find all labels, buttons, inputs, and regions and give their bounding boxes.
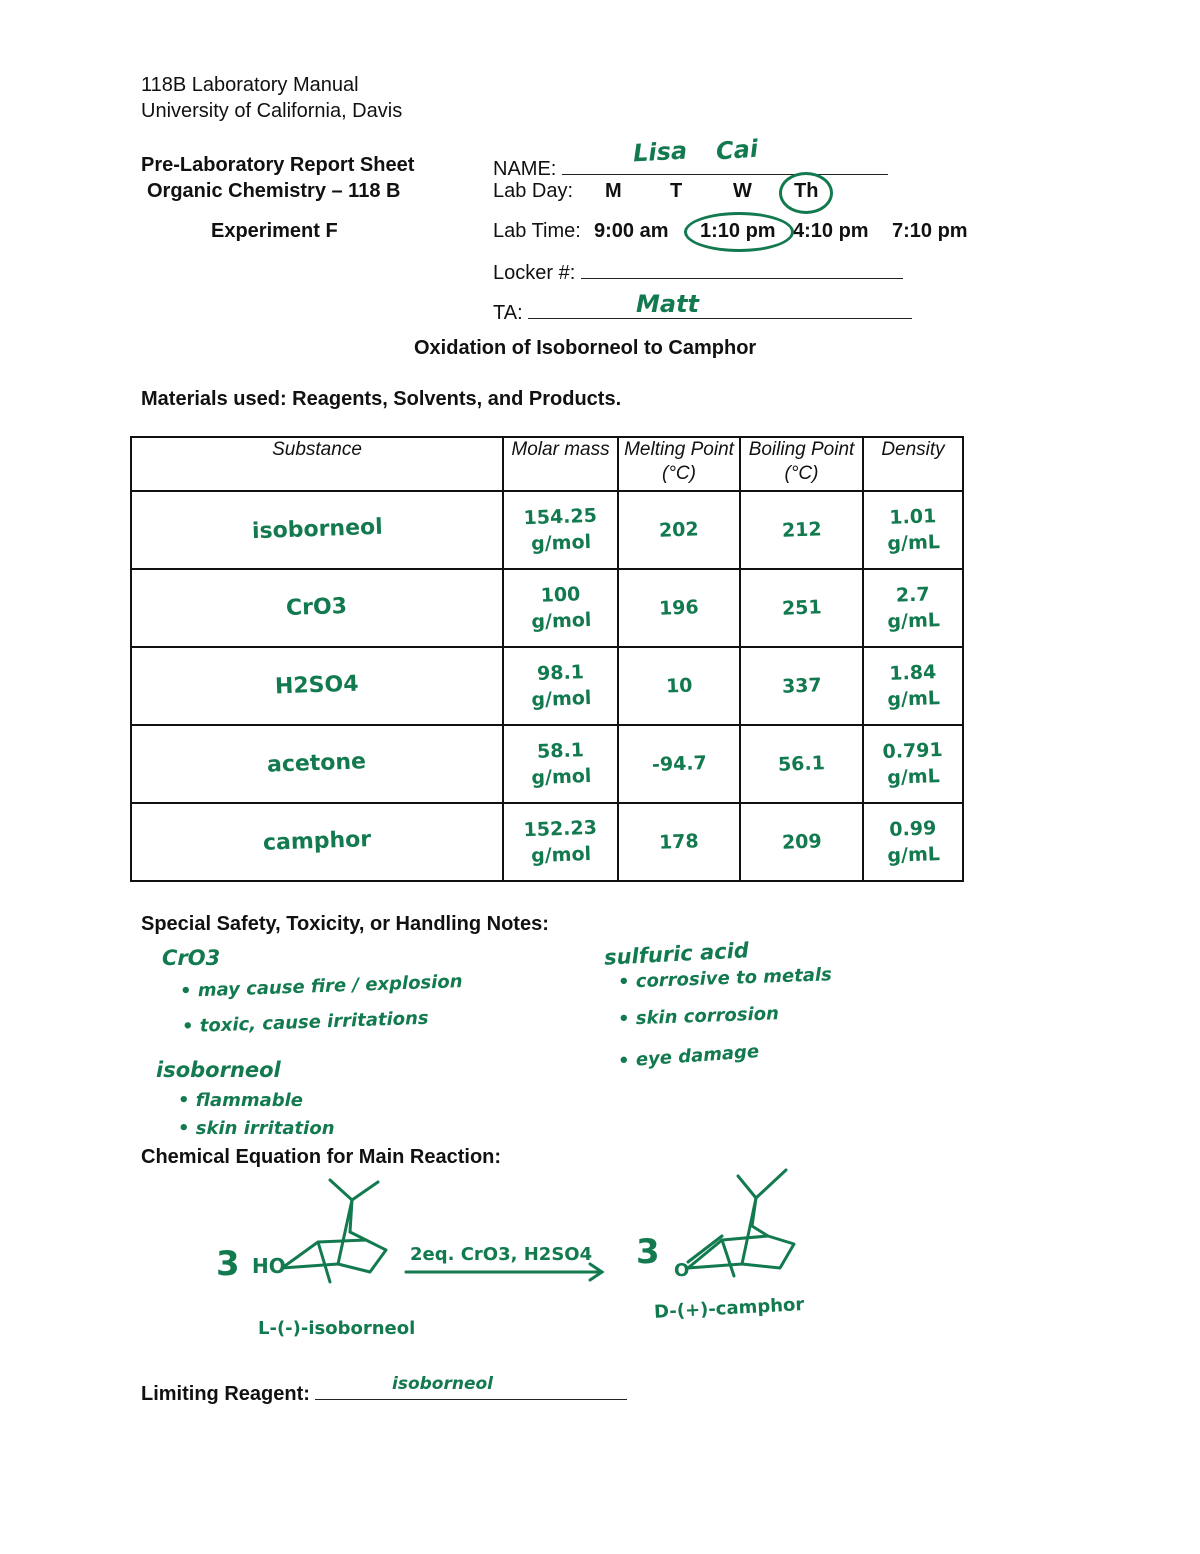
substance-cell: H2SO4 bbox=[274, 671, 360, 700]
safety-heading: Special Safety, Toxicity, or Handling Notes: bbox=[141, 913, 549, 935]
university-name: University of California, Davis bbox=[141, 100, 403, 122]
safety-cro3-item: • may cause fire / explosion bbox=[179, 971, 463, 1002]
density-cell: 1.01 g/mL bbox=[886, 505, 941, 555]
product-coefficient: 3 bbox=[636, 1232, 660, 1272]
time-option-410[interactable]: 4:10 pm bbox=[793, 220, 869, 242]
ta-field[interactable] bbox=[493, 298, 912, 325]
col-density: Density bbox=[863, 437, 963, 491]
safety-sulfuric-item: • skin corrosion bbox=[617, 1003, 780, 1030]
table-row bbox=[131, 569, 963, 647]
col-substance: Substance bbox=[131, 437, 503, 491]
molar-mass-cell: 154.25 g/mol bbox=[523, 504, 598, 556]
product-oxygen-label: O bbox=[674, 1260, 690, 1281]
molar-mass-cell: 152.23 g/mol bbox=[523, 816, 598, 868]
boiling-point-cell: 209 bbox=[781, 830, 822, 854]
product-name: D-(+)-camphor bbox=[653, 1294, 805, 1323]
lab-day-label: Lab Day: bbox=[493, 180, 574, 202]
name-label: NAME: bbox=[493, 158, 557, 180]
melting-point-cell: -94.7 bbox=[651, 752, 707, 776]
melting-point-cell: 202 bbox=[658, 518, 700, 542]
camphor-structure bbox=[686, 1164, 806, 1284]
col-molar-mass: Molar mass bbox=[503, 437, 618, 491]
table-row bbox=[131, 803, 963, 881]
limiting-reagent-label: Limiting Reagent: bbox=[141, 1383, 310, 1405]
substance-cell: CrO3 bbox=[286, 593, 348, 622]
table-row bbox=[131, 647, 963, 725]
col-boiling-point: Boiling Point (°C) bbox=[740, 437, 863, 491]
lab-time-label: Lab Time: bbox=[493, 220, 581, 242]
equation-heading: Chemical Equation for Main Reaction: bbox=[141, 1146, 502, 1168]
time-option-900[interactable]: 9:00 am bbox=[594, 220, 669, 242]
experiment-title: Oxidation of Isoborneol to Camphor bbox=[414, 337, 757, 359]
table-row bbox=[131, 491, 963, 569]
safety-isoborneol-title: isoborneol bbox=[156, 1058, 281, 1082]
col-melting-point: Melting Point (°C) bbox=[618, 437, 740, 491]
safety-cro3-title: CrO3 bbox=[162, 946, 221, 970]
molar-mass-cell: 100 g/mol bbox=[530, 583, 592, 634]
reactant-hydroxyl-label: HO bbox=[252, 1254, 286, 1278]
materials-heading: Materials used: Reagents, Solvents, and Products. bbox=[141, 388, 622, 410]
table-row bbox=[131, 725, 963, 803]
safety-cro3-item: • toxic, cause irritations bbox=[181, 1007, 429, 1038]
substance-cell: acetone bbox=[267, 749, 367, 778]
safety-isoborneol-item: • flammable bbox=[178, 1090, 304, 1111]
reactant-name: L-(-)-isoborneol bbox=[258, 1318, 416, 1339]
safety-sulfuric-item: • eye damage bbox=[617, 1041, 760, 1072]
ta-label: TA: bbox=[493, 302, 523, 324]
substance-cell: isoborneol bbox=[251, 514, 383, 545]
locker-label: Locker #: bbox=[493, 262, 576, 284]
selected-day-circle bbox=[779, 172, 833, 214]
report-title: Pre-Laboratory Report Sheet bbox=[141, 154, 415, 176]
melting-point-cell: 196 bbox=[658, 596, 700, 620]
name-last-handwritten: Cai bbox=[715, 134, 759, 166]
isoborneol-structure bbox=[280, 1170, 400, 1300]
time-option-110[interactable]: 1:10 pm bbox=[700, 220, 776, 242]
safety-isoborneol-item: • skin irritation bbox=[178, 1118, 335, 1139]
boiling-point-cell: 212 bbox=[781, 518, 822, 542]
molar-mass-cell: 58.1 g/mol bbox=[530, 739, 592, 790]
melting-point-cell: 10 bbox=[665, 674, 693, 698]
reagent-label: 2eq. CrO3, H2SO4 bbox=[410, 1244, 593, 1265]
density-cell: 2.7 g/mL bbox=[886, 583, 941, 633]
course-name: Organic Chemistry – 118 B bbox=[147, 180, 401, 202]
time-option-710[interactable]: 7:10 pm bbox=[892, 220, 968, 242]
name-field[interactable] bbox=[493, 154, 888, 181]
reactant-coefficient: 3 bbox=[216, 1244, 240, 1284]
selected-time-circle bbox=[684, 212, 794, 252]
day-option-m[interactable]: M bbox=[605, 180, 622, 202]
density-cell: 0.791 g/mL bbox=[882, 738, 943, 789]
substance-cell: camphor bbox=[262, 827, 372, 856]
limiting-reagent-handwritten: isoborneol bbox=[392, 1374, 493, 1394]
density-cell: 0.99 g/mL bbox=[886, 817, 941, 867]
safety-sulfuric-title: sulfuric acid bbox=[603, 938, 750, 970]
safety-sulfuric-item: • corrosive to metals bbox=[617, 964, 833, 993]
locker-field[interactable] bbox=[493, 258, 903, 285]
reaction-arrow-icon bbox=[404, 1262, 608, 1282]
molar-mass-cell: 98.1 g/mol bbox=[530, 661, 592, 712]
density-cell: 1.84 g/mL bbox=[886, 661, 941, 711]
melting-point-cell: 178 bbox=[658, 830, 700, 854]
limiting-reagent-field[interactable] bbox=[141, 1379, 627, 1406]
day-option-w[interactable]: W bbox=[733, 180, 752, 202]
name-first-handwritten: Lisa bbox=[632, 136, 688, 168]
boiling-point-cell: 56.1 bbox=[777, 752, 826, 776]
ta-handwritten: Matt bbox=[636, 290, 700, 318]
materials-table bbox=[130, 436, 964, 882]
manual-title: 118B Laboratory Manual bbox=[141, 74, 359, 96]
day-option-th[interactable]: Th bbox=[794, 180, 819, 202]
experiment-label: Experiment F bbox=[211, 220, 338, 242]
day-option-t[interactable]: T bbox=[670, 180, 683, 202]
boiling-point-cell: 251 bbox=[781, 596, 822, 620]
boiling-point-cell: 337 bbox=[781, 674, 822, 698]
